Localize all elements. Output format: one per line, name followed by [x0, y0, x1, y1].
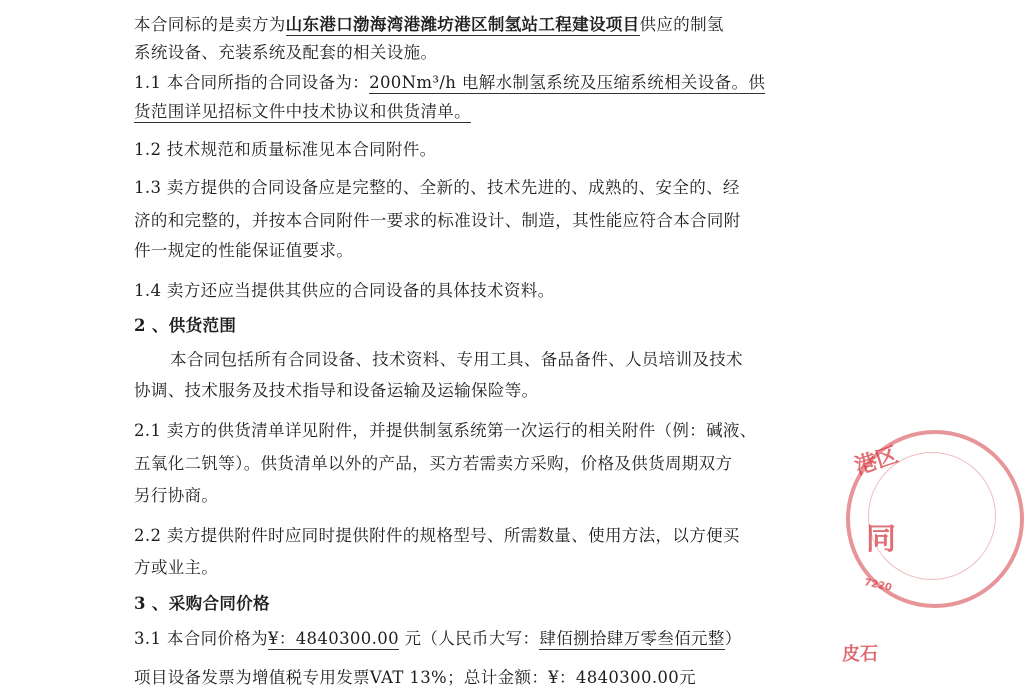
company-seal — [846, 430, 1024, 608]
seal-fragment-text: 皮石 — [842, 644, 878, 665]
clause-2-1-cont-1: 五氧化二钒等）。供货清单以外的产品，买方若需卖方采购，价格及供货周期双方 — [134, 454, 733, 473]
project-name: 山东港口渤海湾港潍坊港区制氢站工程建设项目 — [285, 15, 640, 34]
section-2-paragraph: 本合同包括所有合同设备、技术资料、专用工具、备品备件、人员培训及技术 — [170, 350, 743, 369]
section-3-heading: 3 、采购合同价格 — [134, 594, 270, 613]
seal-text-top: 港区 — [851, 442, 902, 481]
clause-1-1-cont — [134, 101, 471, 123]
clause-3-1-suffix: ） — [724, 629, 742, 648]
line-1-prefix: 本合同标的是卖方为 — [134, 15, 286, 34]
equipment-description: 200Nm³/h 电解水制氢系统及压缩系统相关设备。供 — [369, 73, 766, 92]
clause-2-1: 2.1 卖方的供货清单详见附件，并提供制氢系统第一次运行的相关附件（例：碱液、 — [134, 421, 757, 440]
clause-2-2: 2.2 卖方提供附件时应同时提供附件的规格型号、所需数量、使用方法，以方便买 — [134, 526, 740, 545]
contract-price: ¥：4840300.00 — [268, 629, 399, 648]
clause-1-3-cont-2: 件一规定的性能保证值要求。 — [134, 241, 354, 260]
clause-1-4: 1.4 卖方还应当提供其供应的合同设备的具体技术资料。 — [134, 281, 555, 300]
clause-3-1 — [134, 628, 742, 650]
section-2-heading: 2 、供货范围 — [134, 316, 237, 335]
contract-price-words: 肆佰捌拾肆万零叁佰元整 — [539, 629, 725, 648]
invoice-line: 项目设备发票为增值税专用发票VAT 13%；总计金额：¥：4840300.00元 — [134, 668, 696, 687]
clause-1-2: 1.2 技术规范和质量标准见本合同附件。 — [134, 140, 437, 159]
seal-serial-number: 7220 — [863, 577, 893, 594]
clause-1-1-prefix: 1.1 本合同所指的合同设备为： — [134, 73, 370, 92]
clause-1-3-cont-1: 济的和完整的，并按本合同附件一要求的标准设计、制造，其性能应符合本合同附 — [134, 211, 741, 230]
supply-scope-note: 货范围详见招标文件中技术协议和供货清单。 — [134, 102, 471, 121]
line-1-suffix: 供应的制氢 — [639, 15, 724, 34]
paragraph-line-2: 系统设备、充装系统及配套的相关设施。 — [134, 43, 438, 62]
clause-1-1 — [134, 72, 765, 94]
clause-1-3: 1.3 卖方提供的合同设备应是完整的、全新的、技术先进的、成熟的、安全的、经 — [134, 178, 740, 197]
clause-3-1-mid: 元（人民币大写： — [398, 629, 540, 648]
clause-2-2-cont: 方或业主。 — [134, 558, 219, 577]
clause-3-1-prefix: 3.1 本合同价格为 — [134, 629, 268, 648]
seal-text-middle: 同 — [866, 522, 896, 557]
section-2-paragraph-cont: 协调、技术服务及技术指导和设备运输及运输保险等。 — [134, 381, 539, 400]
paragraph-line-1 — [134, 14, 724, 36]
clause-2-1-cont-2: 另行协商。 — [134, 486, 219, 505]
